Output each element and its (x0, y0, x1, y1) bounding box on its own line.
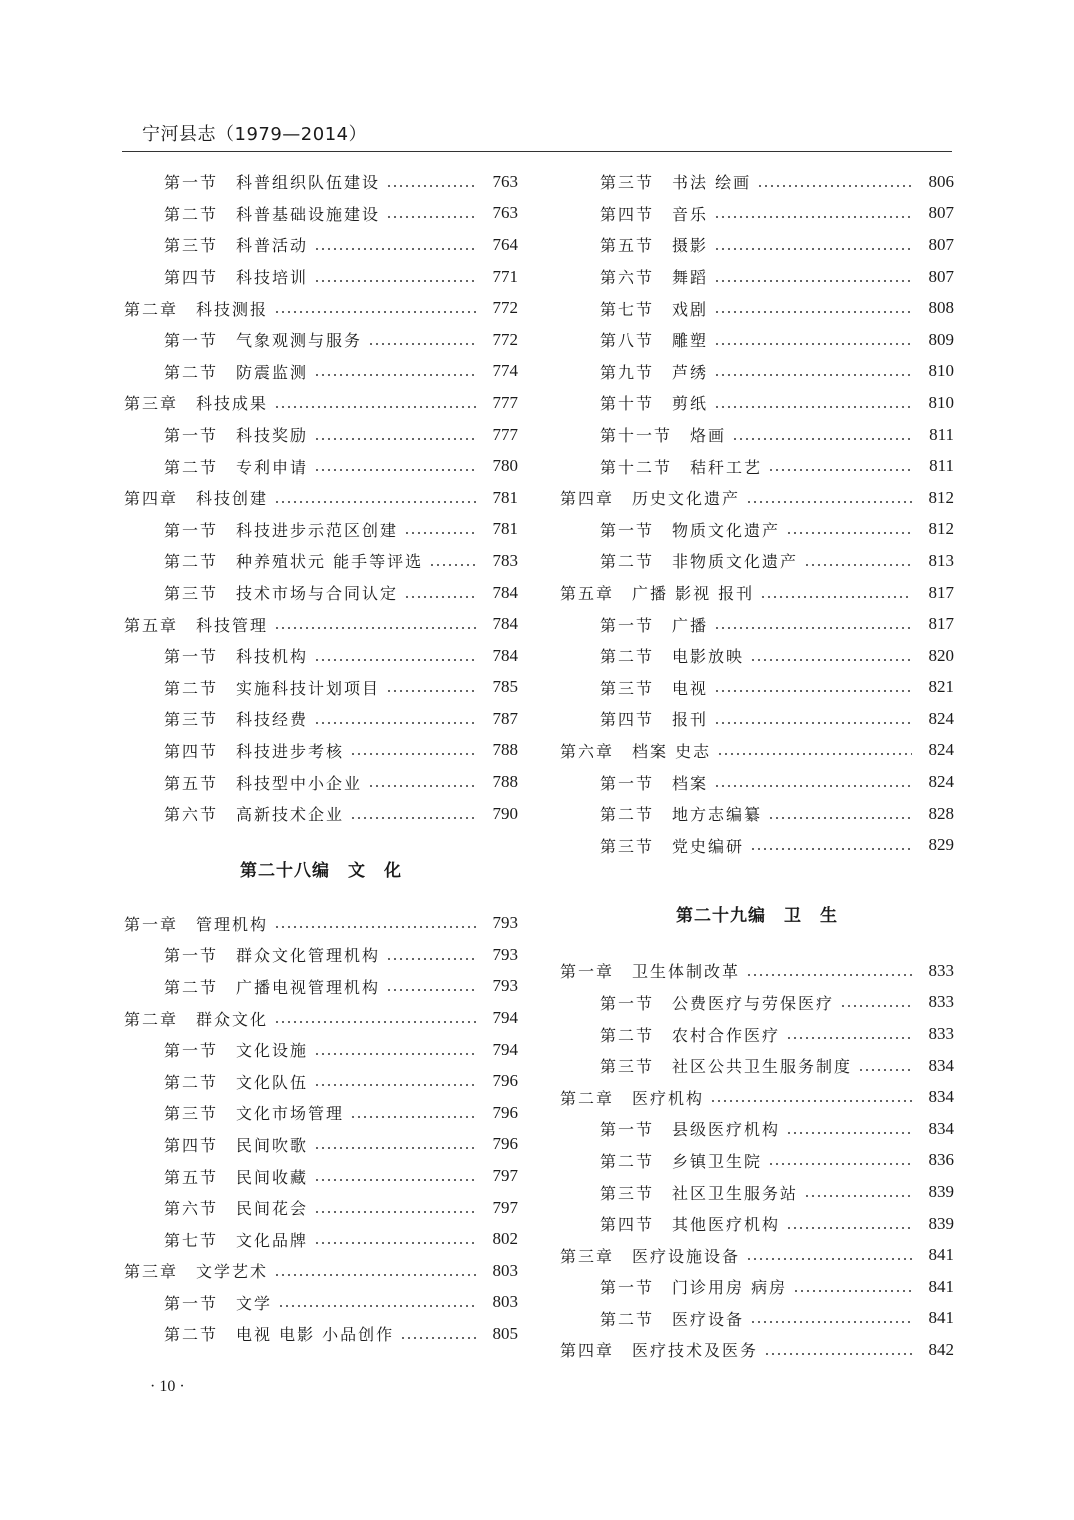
dot-leader (386, 216, 476, 218)
toc-chapter-entry (124, 387, 518, 419)
toc-entry-title: 第五节 摄影 (600, 236, 709, 256)
dot-leader (804, 564, 912, 566)
toc-section-entry (124, 1097, 518, 1129)
toc-section-entry (560, 450, 954, 482)
toc-section-entry (560, 672, 954, 704)
toc-entry-title: 第一节 气象观测与服务 (164, 331, 363, 351)
toc-entry-page: 803 (492, 1292, 518, 1312)
toc-chapter-entry (560, 1239, 954, 1271)
toc-entry-title: 第四节 报刊 (600, 710, 709, 730)
toc-section-entry (124, 766, 518, 798)
toc-entry-title: 第二节 文化队伍 (164, 1072, 309, 1092)
header-rule (122, 151, 952, 152)
toc-entry-title: 第一节 公费医疗与劳保医疗 (600, 993, 835, 1013)
toc-entry-page: 781 (492, 519, 518, 539)
toc-entry-title: 第四章 科技创建 (124, 489, 269, 509)
toc-entry-title: 第六章 档案 史志 (560, 741, 712, 761)
toc-chapter-entry (124, 608, 518, 640)
toc-entry-page: 796 (492, 1134, 518, 1154)
dot-leader (314, 659, 476, 661)
dot-leader (314, 1084, 476, 1086)
toc-entry-page: 783 (492, 550, 518, 570)
dot-leader (400, 1337, 476, 1339)
dot-leader (714, 343, 912, 345)
dot-leader (786, 1037, 912, 1039)
toc-section-entry (560, 1113, 954, 1145)
toc-entry-title: 第十节 剪纸 (600, 394, 709, 414)
toc-entry-title: 第六节 高新技术企业 (164, 805, 345, 825)
dot-leader (274, 406, 476, 408)
toc-entry-page: 841 (928, 1245, 954, 1265)
toc-entry-page: 841 (928, 1308, 954, 1328)
toc-entry-page: 796 (492, 1071, 518, 1091)
toc-section-entry (124, 450, 518, 482)
toc-entry-title: 第三节 党史编研 (600, 836, 745, 856)
dot-leader (786, 1227, 912, 1229)
toc-section-entry (124, 939, 518, 971)
toc-section-entry (560, 261, 954, 293)
toc-entry-title: 第二节 专利申请 (164, 457, 309, 477)
toc-entry-title: 第一节 县级医疗机构 (600, 1120, 781, 1140)
toc-entry-page: 810 (928, 392, 954, 412)
toc-entry-title: 第三节 书法 绘画 (600, 173, 752, 193)
toc-section-entry (124, 514, 518, 546)
dot-leader (786, 532, 912, 534)
toc-section-entry (560, 1050, 954, 1082)
toc-entry-page: 812 (928, 519, 954, 539)
toc-entry-title: 第二节 实施科技计划项目 (164, 678, 381, 698)
dot-leader (858, 1069, 912, 1071)
toc-section-entry (560, 356, 954, 388)
toc-entry-title: 第二节 电视 电影 小品创作 (164, 1325, 395, 1345)
toc-entry-title: 第一节 科技进步示范区创建 (164, 520, 399, 540)
toc-chapter-entry (560, 735, 954, 767)
toc-section-entry (560, 640, 954, 672)
toc-section-entry (124, 971, 518, 1003)
toc-entry-page: 787 (492, 708, 518, 728)
toc-entry-page: 803 (492, 1260, 518, 1280)
toc-chapter-entry (124, 907, 518, 939)
toc-entry-page: 813 (928, 550, 954, 570)
toc-section-entry (124, 640, 518, 672)
dot-leader (714, 248, 912, 250)
toc-section-entry (560, 1176, 954, 1208)
dot-leader (274, 311, 476, 313)
toc-entry-page: 820 (928, 645, 954, 665)
toc-entry-page: 807 (928, 266, 954, 286)
toc-entry-title: 第三节 电视 (600, 678, 709, 698)
toc-section-entry (124, 1160, 518, 1192)
toc-entry-title: 第五章 广播 影视 报刊 (560, 584, 755, 604)
toc-section-entry (124, 735, 518, 767)
toc-entry-page: 833 (928, 960, 954, 980)
dot-leader (732, 438, 912, 440)
toc-section-entry (560, 1271, 954, 1303)
toc-entry-title: 第三节 社区卫生服务站 (600, 1183, 799, 1203)
dot-leader (314, 1242, 476, 1244)
toc-entry-title: 第一章 卫生体制改革 (560, 962, 741, 982)
toc-entry-title: 第一章 管理机构 (124, 914, 269, 934)
toc-section-entry (560, 387, 954, 419)
toc-section-entry (124, 1287, 518, 1319)
toc-entry-title: 第一节 物质文化遗产 (600, 520, 781, 540)
toc-entry-page: 793 (492, 944, 518, 964)
toc-entry-page: 833 (928, 1024, 954, 1044)
toc-entry-page: 810 (928, 361, 954, 381)
toc-entry-page: 808 (928, 298, 954, 318)
dot-leader (314, 1053, 476, 1055)
toc-entry-page: 797 (492, 1166, 518, 1186)
dot-leader (274, 926, 476, 928)
toc-entry-title: 第四节 科技进步考核 (164, 741, 345, 761)
dot-leader (768, 817, 912, 819)
dot-leader (804, 1195, 912, 1197)
toc-entry-page: 763 (492, 203, 518, 223)
toc-section-entry (124, 419, 518, 451)
toc-entry-page: 793 (492, 976, 518, 996)
toc-entry-page: 784 (492, 614, 518, 634)
toc-entry-page: 777 (492, 392, 518, 412)
dot-leader (793, 1290, 912, 1292)
toc-entry-page: 790 (492, 803, 518, 823)
toc-section-entry (560, 324, 954, 356)
toc-entry-title: 第五节 民间收藏 (164, 1167, 309, 1187)
toc-entry-title: 第三节 科普活动 (164, 236, 309, 256)
dot-leader (714, 311, 912, 313)
toc-chapter-entry (124, 1002, 518, 1034)
toc-entry-page: 781 (492, 487, 518, 507)
toc-entry-page: 772 (492, 329, 518, 349)
toc-section-entry (124, 672, 518, 704)
dot-leader (714, 280, 912, 282)
toc-entry-title: 第二节 种养殖状元 能手等评选 (164, 552, 424, 572)
dot-leader (768, 1163, 912, 1165)
toc-chapter-entry (560, 1334, 954, 1366)
toc-entry-title: 第二节 广播电视管理机构 (164, 977, 381, 997)
dot-leader (274, 1021, 476, 1023)
toc-section-entry (560, 1145, 954, 1177)
dot-leader (350, 1116, 476, 1118)
toc-entry-page: 796 (492, 1102, 518, 1122)
dot-leader (746, 974, 912, 976)
toc-entry-title: 第二章 科技测报 (124, 299, 269, 319)
toc-entry-page: 793 (492, 913, 518, 933)
toc-left-block-1 (124, 166, 518, 829)
toc-section-entry (124, 1065, 518, 1097)
toc-entry-title: 第四节 科技培训 (164, 268, 309, 288)
toc-entry-title: 第三节 科技经费 (164, 710, 309, 730)
toc-entry-title: 第一节 广播 (600, 615, 709, 635)
dot-leader (746, 501, 912, 503)
dot-leader (750, 659, 912, 661)
dot-leader (386, 690, 476, 692)
dot-leader (314, 374, 476, 376)
toc-entry-page: 794 (492, 1008, 518, 1028)
toc-entry-page: 805 (492, 1323, 518, 1343)
toc-section-entry (560, 514, 954, 546)
toc-chapter-entry (124, 482, 518, 514)
dot-leader (314, 722, 476, 724)
toc-entry-page: 812 (928, 487, 954, 507)
toc-entry-title: 第六节 民间花会 (164, 1199, 309, 1219)
dot-leader (386, 989, 476, 991)
toc-entry-page: 834 (928, 1055, 954, 1075)
dot-leader (274, 501, 476, 503)
toc-entry-title: 第三节 社区公共卫生服务制度 (600, 1057, 853, 1077)
toc-entry-title: 第一节 档案 (600, 773, 709, 793)
toc-chapter-entry (124, 292, 518, 324)
toc-entry-title: 第三章 文学艺术 (124, 1262, 269, 1282)
toc-section-entry (124, 1129, 518, 1161)
toc-entry-page: 824 (928, 772, 954, 792)
toc-entry-title: 第三章 科技成果 (124, 394, 269, 414)
dot-leader (274, 1274, 476, 1276)
toc-entry-title: 第二节 农村合作医疗 (600, 1025, 781, 1045)
toc-section-entry (560, 766, 954, 798)
toc-entry-title: 第二章 群众文化 (124, 1009, 269, 1029)
toc-section-entry (124, 577, 518, 609)
toc-section-entry (124, 545, 518, 577)
dot-leader (717, 753, 912, 755)
dot-leader (714, 785, 912, 787)
toc-section-entry (560, 198, 954, 230)
toc-entry-page: 763 (492, 171, 518, 191)
toc-entry-page: 836 (928, 1150, 954, 1170)
toc-entry-page: 824 (928, 740, 954, 760)
toc-entry-title: 第二节 非物质文化遗产 (600, 552, 799, 572)
toc-entry-page: 788 (492, 740, 518, 760)
dot-leader (314, 248, 476, 250)
toc-entry-page: 811 (929, 424, 954, 444)
dot-leader (314, 438, 476, 440)
toc-right-block-1 (560, 166, 954, 861)
dot-leader (710, 1100, 912, 1102)
toc-entry-page: 802 (492, 1229, 518, 1249)
part-title-28: 第二十八编 文 化 (240, 860, 402, 881)
toc-entry-title: 第四章 医疗技术及医务 (560, 1341, 759, 1361)
running-header: 宁河县志（1979—2014） (142, 124, 368, 145)
toc-entry-title: 第一节 文学 (164, 1293, 273, 1313)
dot-leader (314, 469, 476, 471)
toc-entry-title: 第十二节 秸秆工艺 (600, 457, 763, 477)
toc-section-entry (560, 829, 954, 861)
toc-entry-title: 第二节 乡镇卫生院 (600, 1151, 763, 1171)
dot-leader (714, 406, 912, 408)
toc-section-entry (124, 1192, 518, 1224)
dot-leader (840, 1005, 912, 1007)
toc-section-entry (560, 703, 954, 735)
toc-section-entry (560, 608, 954, 640)
toc-entry-page: 771 (492, 266, 518, 286)
part-title-29: 第二十九编 卫 生 (676, 905, 838, 926)
toc-entry-title: 第一节 科普组织队伍建设 (164, 173, 381, 193)
toc-right-block-2 (560, 955, 954, 1366)
toc-entry-page: 841 (928, 1276, 954, 1296)
toc-entry-page: 839 (928, 1213, 954, 1233)
toc-entry-title: 第三节 文化市场管理 (164, 1104, 345, 1124)
dot-leader (350, 753, 476, 755)
toc-section-entry (124, 261, 518, 293)
toc-chapter-entry (560, 577, 954, 609)
toc-entry-page: 828 (928, 803, 954, 823)
toc-entry-title: 第二章 医疗机构 (560, 1088, 705, 1108)
toc-entry-title: 第四节 其他医疗机构 (600, 1215, 781, 1235)
dot-leader (714, 216, 912, 218)
toc-entry-page: 829 (928, 835, 954, 855)
toc-entry-page: 777 (492, 424, 518, 444)
toc-section-entry (124, 703, 518, 735)
toc-section-entry (124, 1223, 518, 1255)
toc-section-entry (560, 798, 954, 830)
toc-entry-page: 806 (928, 171, 954, 191)
toc-entry-page: 839 (928, 1182, 954, 1202)
toc-section-entry (124, 198, 518, 230)
dot-leader (786, 1132, 912, 1134)
toc-section-entry (124, 166, 518, 198)
toc-section-entry (124, 1034, 518, 1066)
toc-entry-title: 第七节 文化品牌 (164, 1230, 309, 1250)
toc-entry-title: 第八节 雕塑 (600, 331, 709, 351)
toc-right-column (560, 166, 954, 1366)
toc-section-entry (124, 798, 518, 830)
toc-left-column (124, 166, 518, 1350)
toc-entry-page: 807 (928, 234, 954, 254)
dot-leader (746, 1258, 912, 1260)
toc-entry-page: 817 (928, 614, 954, 634)
dot-leader (386, 185, 476, 187)
toc-section-entry (560, 987, 954, 1019)
dot-leader (714, 627, 912, 629)
toc-entry-title: 第二节 地方志编纂 (600, 805, 763, 825)
toc-entry-title: 第五章 科技管理 (124, 615, 269, 635)
toc-chapter-entry (124, 1255, 518, 1287)
dot-leader (314, 1147, 476, 1149)
toc-section-entry (560, 1208, 954, 1240)
dot-leader (314, 280, 476, 282)
toc-entry-title: 第五节 科技型中小企业 (164, 773, 363, 793)
dot-leader (350, 817, 476, 819)
toc-left-block-2 (124, 907, 518, 1349)
dot-leader (404, 596, 476, 598)
toc-section-entry (124, 324, 518, 356)
toc-entry-page: 817 (928, 582, 954, 602)
toc-entry-page: 807 (928, 203, 954, 223)
toc-entry-title: 第一节 科技机构 (164, 647, 309, 667)
toc-section-entry (560, 166, 954, 198)
dot-leader (386, 958, 476, 960)
toc-entry-title: 第二节 医疗设备 (600, 1309, 745, 1329)
toc-section-entry (560, 1303, 954, 1335)
dot-leader (760, 596, 912, 598)
toc-entry-title: 第二节 防震监测 (164, 362, 309, 382)
toc-section-entry (124, 229, 518, 261)
toc-chapter-entry (560, 1081, 954, 1113)
toc-section-entry (124, 356, 518, 388)
toc-entry-page: 784 (492, 645, 518, 665)
toc-entry-title: 第三节 技术市场与合同认定 (164, 584, 399, 604)
dot-leader (278, 1305, 476, 1307)
toc-entry-page: 785 (492, 677, 518, 697)
toc-entry-title: 第一节 文化设施 (164, 1041, 309, 1061)
dot-leader (757, 185, 912, 187)
toc-entry-page: 821 (928, 677, 954, 697)
toc-entry-page: 788 (492, 772, 518, 792)
toc-entry-title: 第十一节 烙画 (600, 426, 727, 446)
dot-leader (274, 627, 476, 629)
toc-entry-title: 第四节 音乐 (600, 204, 709, 224)
dot-leader (314, 1211, 476, 1213)
toc-entry-page: 834 (928, 1118, 954, 1138)
toc-section-entry (560, 229, 954, 261)
page-number: · 10 · (150, 1378, 185, 1395)
toc-section-entry (124, 1318, 518, 1350)
toc-entry-page: 809 (928, 329, 954, 349)
toc-entry-title: 第三章 医疗设施设备 (560, 1246, 741, 1266)
toc-entry-title: 第二节 电影放映 (600, 647, 745, 667)
dot-leader (714, 374, 912, 376)
toc-section-entry (560, 419, 954, 451)
toc-entry-page: 780 (492, 456, 518, 476)
toc-section-entry (560, 545, 954, 577)
dot-leader (368, 343, 476, 345)
toc-entry-page: 797 (492, 1197, 518, 1217)
toc-entry-page: 833 (928, 992, 954, 1012)
toc-entry-title: 第七节 戏剧 (600, 299, 709, 319)
toc-entry-title: 第四章 历史文化遗产 (560, 489, 741, 509)
toc-entry-page: 764 (492, 234, 518, 254)
toc-entry-page: 824 (928, 708, 954, 728)
dot-leader (764, 1353, 912, 1355)
dot-leader (368, 785, 476, 787)
dot-leader (714, 690, 912, 692)
toc-section-entry (560, 292, 954, 324)
toc-entry-page: 842 (928, 1339, 954, 1359)
toc-entry-page: 774 (492, 361, 518, 381)
toc-chapter-entry (560, 482, 954, 514)
toc-entry-page: 784 (492, 582, 518, 602)
dot-leader (750, 848, 912, 850)
toc-entry-title: 第一节 科技奖励 (164, 426, 309, 446)
toc-entry-title: 第六节 舞蹈 (600, 268, 709, 288)
toc-entry-page: 834 (928, 1087, 954, 1107)
toc-section-entry (560, 1018, 954, 1050)
toc-entry-page: 772 (492, 298, 518, 318)
toc-entry-title: 第九节 芦绣 (600, 362, 709, 382)
dot-leader (750, 1321, 912, 1323)
dot-leader (314, 1179, 476, 1181)
toc-entry-page: 794 (492, 1039, 518, 1059)
toc-chapter-entry (560, 955, 954, 987)
dot-leader (404, 532, 476, 534)
dot-leader (429, 564, 476, 566)
toc-entry-title: 第一节 门诊用房 病房 (600, 1278, 788, 1298)
toc-entry-page: 811 (929, 456, 954, 476)
toc-entry-title: 第二节 科普基础设施建设 (164, 204, 381, 224)
dot-leader (714, 722, 912, 724)
toc-entry-title: 第一节 群众文化管理机构 (164, 946, 381, 966)
toc-entry-title: 第四节 民间吹歌 (164, 1135, 309, 1155)
dot-leader (768, 469, 912, 471)
